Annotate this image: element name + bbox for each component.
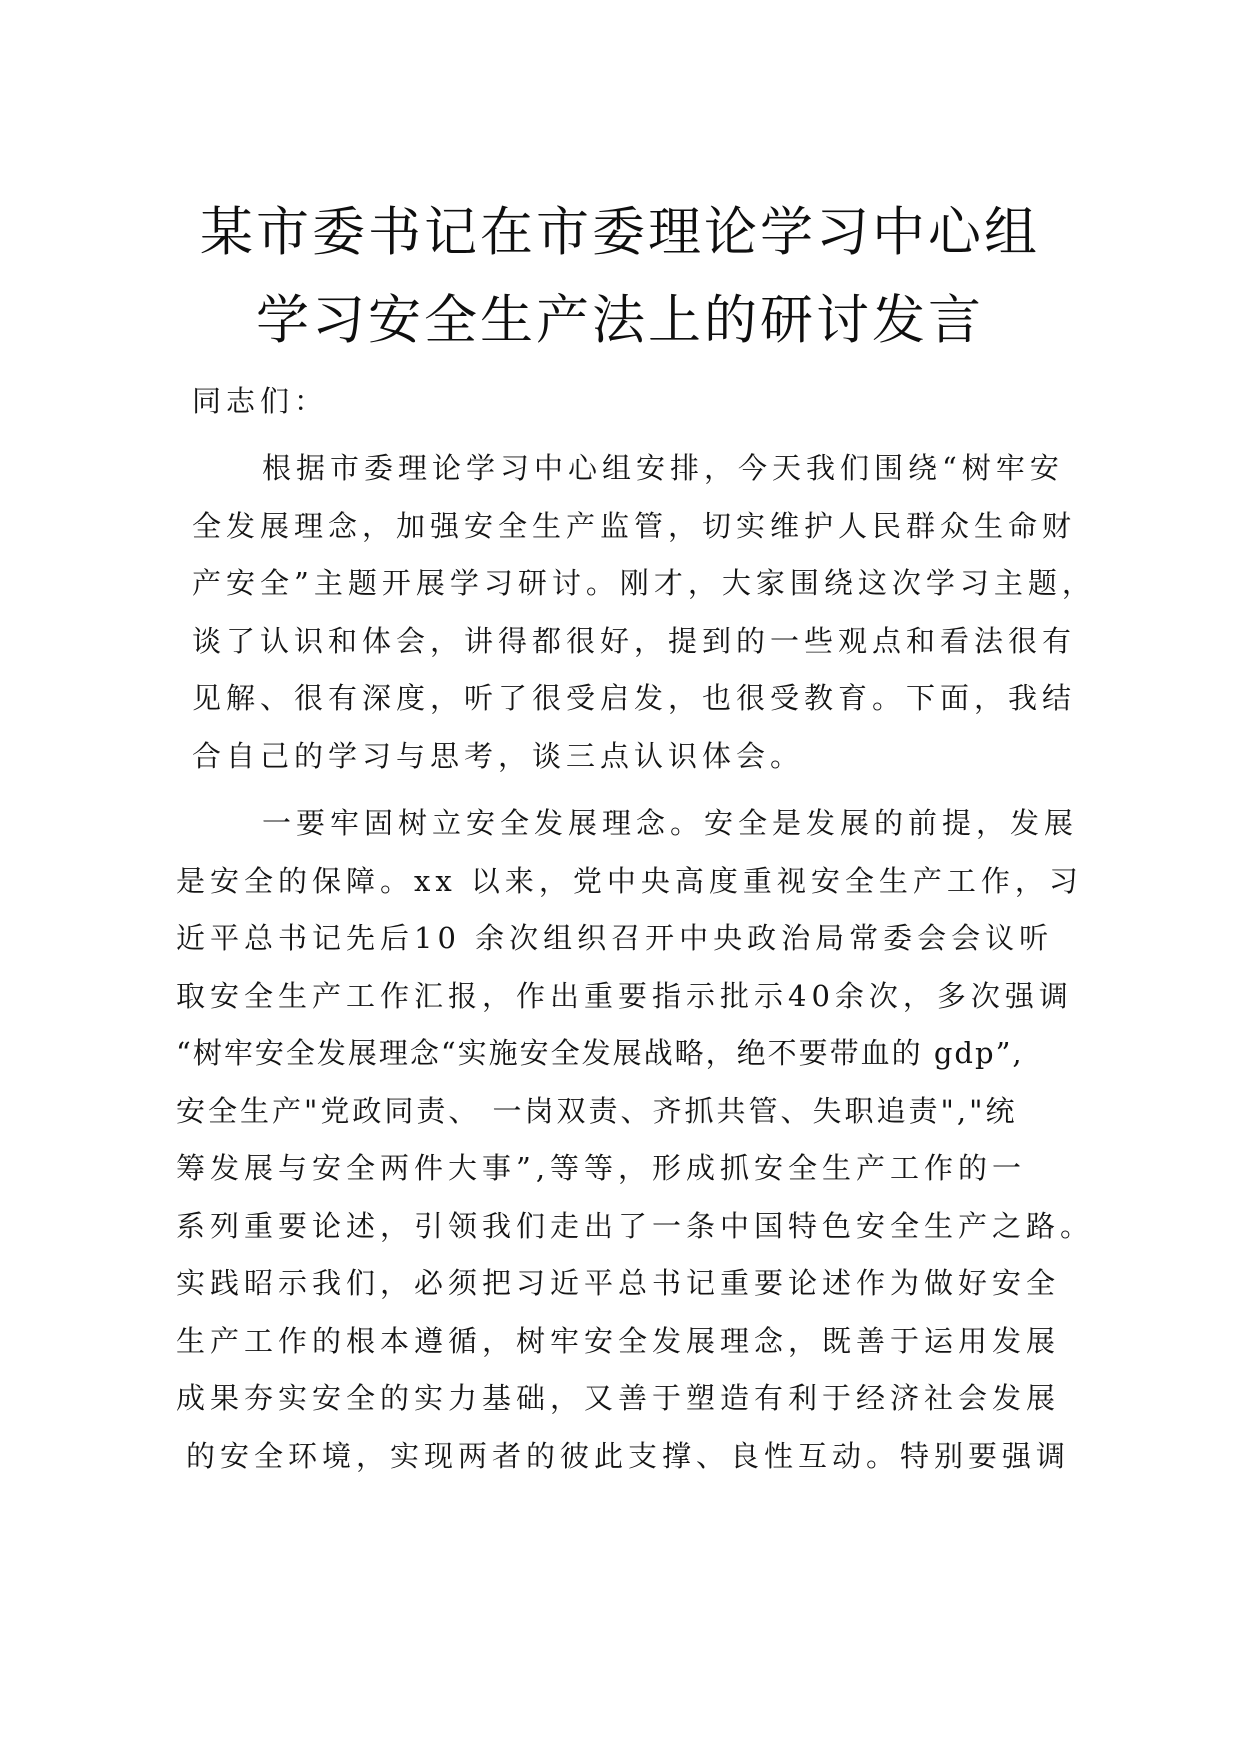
document-title-line-2: 学习安全生产法上的研讨发言 <box>256 290 984 351</box>
paragraph-2-line: 的安全环境，实现两者的彼此支撑、良性互动。特别要强调 <box>186 1439 1071 1473</box>
paragraph-1-line: 全发展理念，加强安全生产监管，切实维护人民群众生命财 <box>192 509 1077 543</box>
paragraph-2-line: 取安全生产工作汇报，作出重要指示批示40余次，多次强调 <box>176 979 1073 1013</box>
paragraph-2-line: 生产工作的根本遵循，树牢安全发展理念，既善于运用发展 <box>176 1324 1061 1358</box>
paragraph-2-line: 实践昭示我们，必须把习近平总书记重要论述作为做好安全 <box>176 1266 1061 1300</box>
paragraph-2-line: 系列重要论述，引领我们走出了一条中国特色安全生产之路。 <box>176 1209 1095 1243</box>
document-title-line-1: 某市委书记在市委理论学习中心组 <box>200 202 1040 263</box>
paragraph-1-line: 产安全”主题开展学习研讨。刚才，大家围绕这次学习主题， <box>192 566 1096 600</box>
paragraph-2-line: 是安全的保障。xx 以来，党中央高度重视安全生产工作，习 <box>176 864 1083 898</box>
paragraph-2-line: 安全生产"党政同责、 一岗双责、齐抓共管、失职追责","统 <box>176 1094 1018 1128</box>
paragraph-2-line: 成果夯实安全的实力基础，又善于塑造有利于经济社会发展 <box>176 1381 1061 1415</box>
salutation: 同志们： <box>192 384 329 418</box>
paragraph-1-line: 合自己的学习与思考，谈三点认识体会。 <box>192 739 805 773</box>
paragraph-2-line: 筹发展与安全两件大事”,等等，形成抓安全生产工作的一 <box>176 1151 1027 1185</box>
paragraph-1-line: 谈了认识和体会，讲得都很好，提到的一些观点和看法很有 <box>192 624 1077 658</box>
paragraph-2-line: 一要牢固树立安全发展理念。安全是发展的前提，发展 <box>262 806 1079 840</box>
paragraph-1-line: 见解、很有深度，听了很受启发，也很受教育。下面，我结 <box>192 681 1077 715</box>
paragraph-2-line: “树牢安全发展理念“实施安全发展战略，绝不要带血的 gdp”, <box>176 1036 1024 1070</box>
paragraph-2-line: 近平总书记先后10 余次组织召开中央政治局常委会会议听 <box>176 921 1054 955</box>
paragraph-1-line: 根据市委理论学习中心组安排，今天我们围绕“树牢安 <box>262 451 1064 485</box>
